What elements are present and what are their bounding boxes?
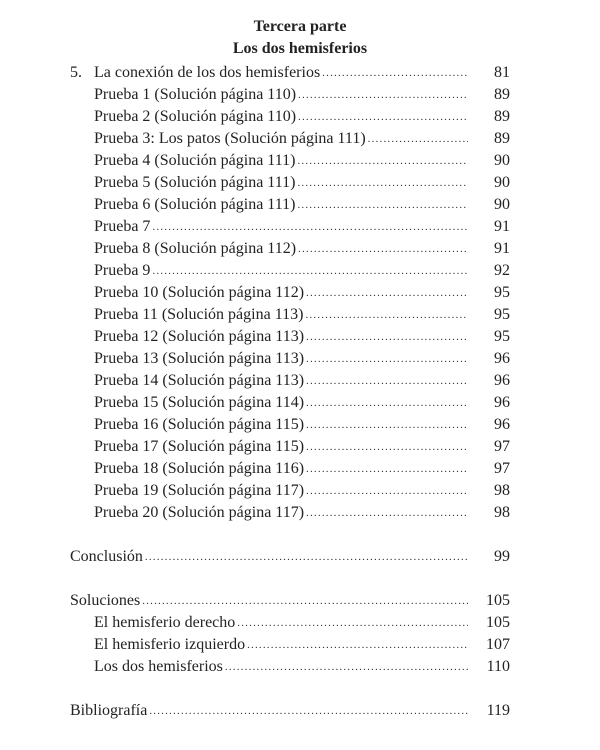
toc-entry-label: Prueba 11 (Solución página 113) — [94, 304, 305, 326]
toc-test-row[interactable] — [70, 194, 510, 216]
toc-test-row[interactable] — [70, 414, 510, 436]
toc-page-number: 96 — [494, 350, 510, 367]
toc-entry-label: Prueba 16 (Solución página 115) — [94, 414, 306, 436]
toc-solution-row[interactable] — [70, 612, 510, 634]
toc-test-row[interactable] — [70, 282, 510, 304]
toc-page-number: 98 — [494, 504, 510, 521]
toc-page-number: 89 — [494, 108, 510, 125]
dot-leader — [298, 84, 468, 106]
toc-page-number: 95 — [494, 284, 510, 301]
toc-entry-label: Prueba 2 (Solución página 110) — [94, 106, 298, 128]
toc-entry-label: Prueba 7 — [94, 216, 152, 238]
toc-page-number: 97 — [494, 438, 510, 455]
dot-leader — [247, 634, 468, 656]
dot-leader — [306, 326, 468, 348]
toc-entry-label: Prueba 6 (Solución página 111) — [94, 194, 297, 216]
toc-entry-label: Prueba 17 (Solución página 115) — [94, 436, 306, 458]
toc-page-number: 92 — [494, 262, 510, 279]
toc-page-number: 99 — [494, 548, 510, 565]
dot-leader — [297, 150, 468, 172]
toc-entry-label: Prueba 18 (Solución página 116) — [94, 458, 306, 480]
toc-test-row[interactable] — [70, 128, 510, 150]
toc-page-number: 95 — [494, 306, 510, 323]
toc-test-row[interactable] — [70, 216, 510, 238]
toc-entry-label: Prueba 3: Los patos (Solución página 111) — [94, 128, 368, 150]
toc-page-number: 105 — [486, 614, 510, 631]
dot-leader — [298, 106, 468, 128]
dot-leader — [368, 128, 468, 150]
toc-page-number: 96 — [494, 372, 510, 389]
toc-test-row[interactable] — [70, 370, 510, 392]
toc-entry-label: Prueba 8 (Solución página 112) — [94, 238, 298, 260]
dot-leader — [306, 370, 468, 392]
toc-page-number: 97 — [494, 460, 510, 477]
toc-entry-label: Prueba 10 (Solución página 112) — [94, 282, 306, 304]
toc-page-number: 90 — [494, 196, 510, 213]
toc-solutions-row[interactable] — [70, 590, 510, 612]
toc-page-number: 89 — [494, 130, 510, 147]
toc-test-row[interactable] — [70, 260, 510, 282]
dot-leader — [152, 260, 468, 282]
toc-entry-label: Prueba 15 (Solución página 114) — [94, 392, 306, 414]
dot-leader — [306, 348, 468, 370]
toc-entry-label: Prueba 9 — [94, 260, 152, 282]
toc-page-number: 90 — [494, 174, 510, 191]
toc-entry-label: Soluciones — [70, 590, 142, 612]
toc-page-number: 96 — [494, 416, 510, 433]
toc-chapter-row[interactable] — [70, 62, 510, 84]
toc-entry-label: El hemisferio izquierdo — [94, 634, 247, 656]
dot-leader — [298, 238, 468, 260]
toc-entry-label: Prueba 12 (Solución página 113) — [94, 326, 306, 348]
toc-test-row[interactable] — [70, 480, 510, 502]
toc-entry-label: Prueba 1 (Solución página 110) — [94, 84, 298, 106]
dot-leader — [306, 458, 468, 480]
toc-entry-label: La conexión de los dos hemisferios — [94, 62, 322, 84]
dot-leader — [237, 612, 468, 634]
dot-leader — [145, 546, 468, 568]
toc-entry-label: Prueba 19 (Solución página 117) — [94, 480, 306, 502]
toc-page-number: 96 — [494, 394, 510, 411]
toc-page-number: 119 — [486, 702, 510, 719]
toc-page-number: 95 — [494, 328, 510, 345]
table-of-contents — [70, 62, 510, 722]
toc-entry-label: Los dos hemisferios — [94, 656, 225, 678]
toc-page-number: 98 — [494, 482, 510, 499]
toc-test-row[interactable] — [70, 348, 510, 370]
dot-leader — [297, 194, 468, 216]
toc-test-row[interactable] — [70, 326, 510, 348]
toc-test-row[interactable] — [70, 502, 510, 524]
toc-entry-label: Prueba 13 (Solución página 113) — [94, 348, 306, 370]
toc-page-number: 105 — [486, 592, 510, 609]
toc-page-number: 110 — [486, 658, 510, 675]
part-heading: Tercera parte — [253, 18, 347, 35]
toc-bibliography-row[interactable] — [70, 700, 510, 722]
dot-leader — [297, 172, 468, 194]
toc-page-number: 107 — [486, 636, 510, 653]
toc-test-row[interactable] — [70, 392, 510, 414]
section-title: Los dos hemisferios — [232, 40, 368, 57]
toc-page-number: 81 — [494, 64, 510, 81]
toc-entry-label: Prueba 4 (Solución página 111) — [94, 150, 297, 172]
toc-test-row[interactable] — [70, 304, 510, 326]
toc-solution-row[interactable] — [70, 634, 510, 656]
test-list — [70, 84, 510, 524]
toc-conclusion-row[interactable] — [70, 546, 510, 568]
dot-leader — [305, 304, 468, 326]
toc-page-number: 91 — [494, 218, 510, 235]
toc-test-row[interactable] — [70, 238, 510, 260]
dot-leader — [322, 62, 468, 84]
dot-leader — [306, 392, 468, 414]
dot-leader — [306, 282, 468, 304]
dot-leader — [152, 216, 468, 238]
toc-test-row[interactable] — [70, 172, 510, 194]
dot-leader — [142, 590, 468, 612]
toc-entry-label: Prueba 5 (Solución página 111) — [94, 172, 297, 194]
toc-entry-label: El hemisferio derecho — [94, 612, 237, 634]
dot-leader — [306, 502, 468, 524]
toc-entry-label: Bibliografía — [70, 700, 149, 722]
toc-test-row[interactable] — [70, 84, 510, 106]
dot-leader — [306, 414, 468, 436]
dot-leader — [149, 700, 468, 722]
toc-page-number: 90 — [494, 152, 510, 169]
dot-leader — [306, 436, 468, 458]
toc-entry-label: Prueba 14 (Solución página 113) — [94, 370, 306, 392]
toc-page-number: 89 — [494, 86, 510, 103]
toc-test-row[interactable] — [70, 150, 510, 172]
toc-test-row[interactable] — [70, 458, 510, 480]
toc-test-row[interactable] — [70, 106, 510, 128]
toc-test-row[interactable] — [70, 436, 510, 458]
chapter-number: 5. — [70, 64, 82, 81]
dot-leader — [225, 656, 468, 678]
toc-solution-row[interactable] — [70, 656, 510, 678]
toc-page-number: 91 — [494, 240, 510, 257]
solutions-list — [70, 612, 510, 678]
dot-leader — [306, 480, 468, 502]
toc-entry-label: Prueba 20 (Solución página 117) — [94, 502, 306, 524]
toc-entry-label: Conclusión — [70, 546, 145, 568]
